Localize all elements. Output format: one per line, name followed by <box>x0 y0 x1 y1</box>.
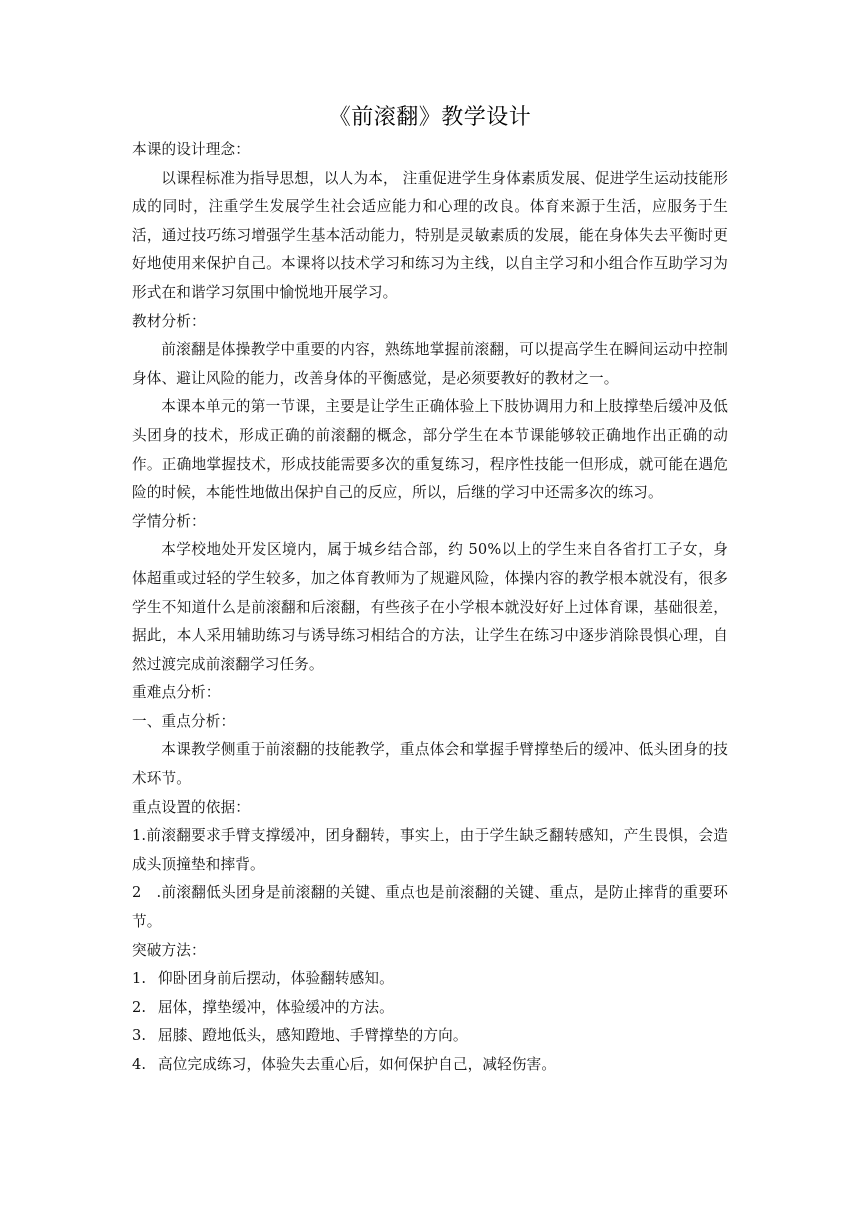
difficulty-heading: 重难点分析： <box>132 684 221 702</box>
method-item <box>132 1051 728 1080</box>
document-title: 《前滚翻》教学设计 <box>328 105 532 130</box>
method-item <box>132 994 728 1023</box>
method-text: 屈膝、蹬地低头，感知蹬地、手臂撑垫的方向。 <box>158 1027 468 1045</box>
method-text: 屈体，撑垫缓冲，体验缓冲的方法。 <box>158 998 394 1016</box>
learner-heading: 学情分析： <box>132 512 206 530</box>
method-number: 4. <box>132 1056 147 1073</box>
basis-heading: 重点设置的依据： <box>132 798 250 816</box>
key-paragraph: 本课教学侧重于前滚翻的技能教学，重点体会和掌握手臂撑垫后的缓冲、低头团身的技术环节。 <box>132 741 728 788</box>
material-paragraph-2: 本课本单元的第一节课，主要是让学生正确体验上下肢协调用力和上肢撑垫后缓冲及低头团身的技术，形成正确的前滚翻的概念，部分学生在本节课能够较正确地作出正确的动作。正确地掌握技术，形成技能需要多次的重复练习，程序性技能一但形成，就可能在遇危险的时候，本能性地做出保护自己的反应，所以，后继的学习中还需多次的练习。 <box>132 398 728 502</box>
method-number: 1. <box>132 970 147 988</box>
key-heading: 一、重点分析： <box>132 712 236 730</box>
design-paragraph: 以课程标准为指导思想，以人为本， 注重促进学生身体素质发展、促进学生运动技能形成的同时，注重学生发展学生社会适应能力和心理的改良。体育来源于生活，应服务于生活，通过技巧练习增强学生基本活动能力，特别是灵敏素质的发展，能在身体失去平衡时更好地使用来保护自己。本课将以技术学习和练习为主线，以自主学习和小组合作互助学习为形式在和谐学习氛围中愉悦地开展学习。 <box>132 169 728 301</box>
material-paragraph-1: 前滚翻是体操教学中重要的内容，熟练地掌握前滚翻，可以提高学生在瞬间运动中控制身体、避让风险的能力，改善身体的平衡感觉，是必须要教好的教材之一。 <box>132 341 728 387</box>
method-heading: 突破方法： <box>132 941 206 959</box>
basis-item-2: 2 .前滚翻低头团身是前滚翻的关键、重点也是前滚翻的关键、重点，是防止摔背的重要环节。 <box>132 884 728 931</box>
method-number: 3. <box>132 1027 147 1045</box>
method-item <box>132 1022 728 1051</box>
learner-paragraph: 本学校地处开发区境内，属于城乡结合部，约 50%以上的学生来自各省打工子女，身体超重或过轻的学生较多，加之体育教师为了规避风险，体操内容的教学根本就没有，很多学生不知道什么是前滚翻和后滚翻，有些孩子在小学根本就没好好上过体育课，基础很差，据此，本人采用辅助练习与诱导练习相结合的方法，让学生在练习中逐步消除畏惧心理，自然过渡完成前滚翻学习任务。 <box>132 541 728 673</box>
method-text: 仰卧团身前后摆动，体验翻转感知。 <box>158 970 394 988</box>
method-number: 2. <box>132 998 147 1016</box>
method-text: 高位完成练习，体验失去重心后，如何保护自己，减轻伤害。 <box>158 1056 557 1073</box>
material-heading: 教材分析： <box>132 312 206 330</box>
design-heading: 本课的设计理念： <box>132 141 250 158</box>
method-item <box>132 965 728 994</box>
document-page <box>132 100 728 1080</box>
basis-item-1: 1.前滚翻要求手臂支撑缓冲，团身翻转，事实上，由于学生缺乏翻转感知，产生畏惧，会造成头顶撞垫和摔背。 <box>132 827 728 873</box>
